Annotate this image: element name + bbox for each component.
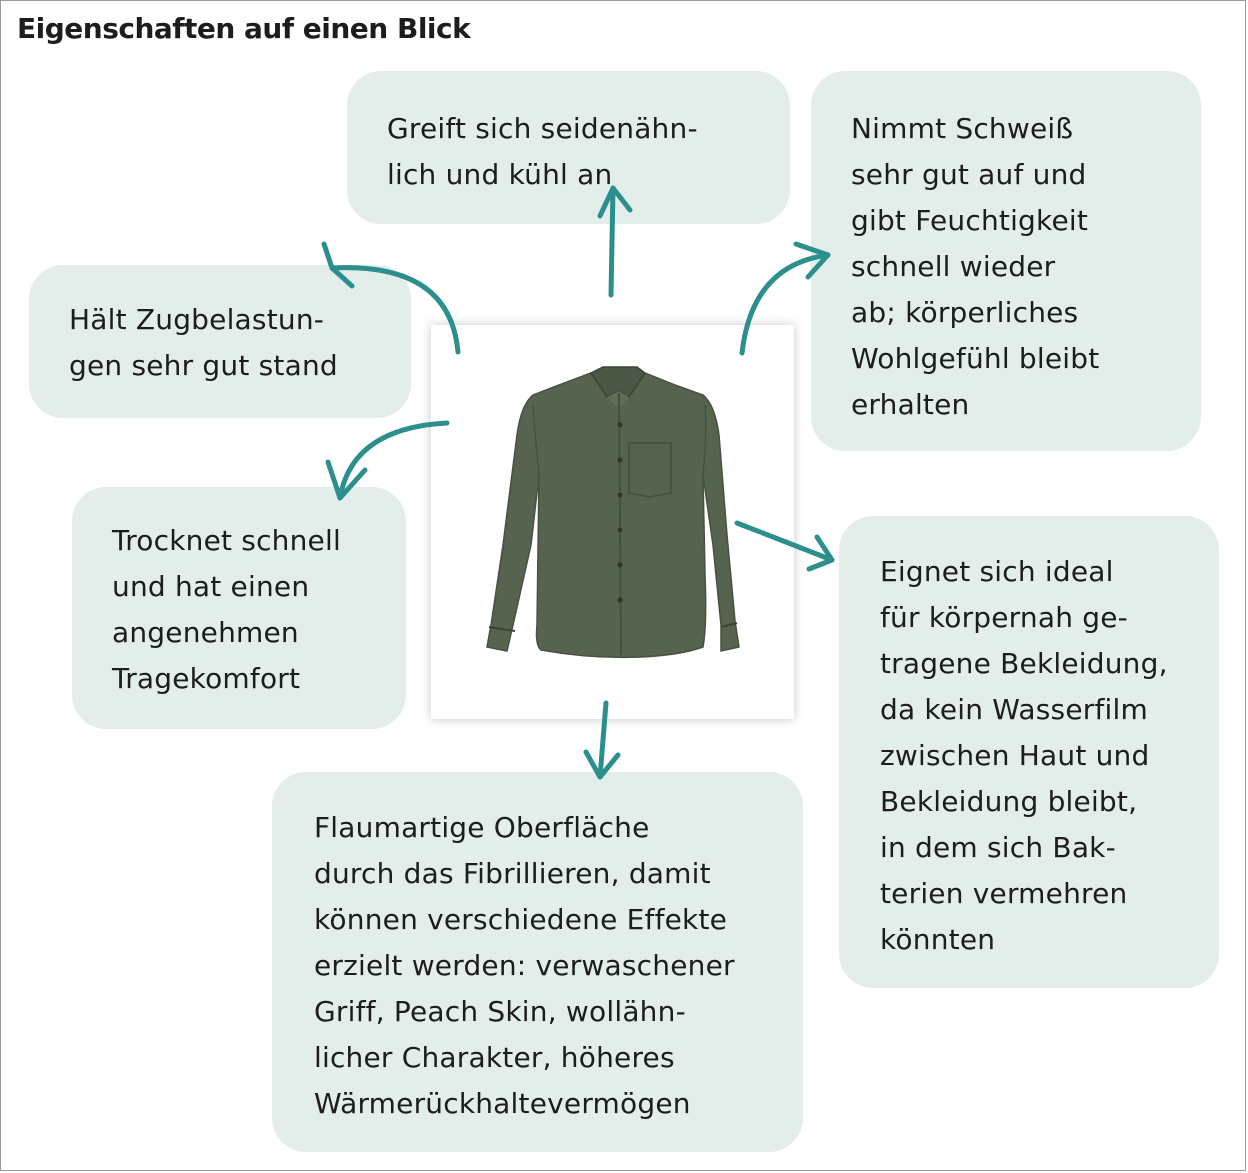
property-card-feel: [347, 71, 790, 224]
property-card-moisture: [811, 71, 1201, 451]
property-text-moisture: Nimmt Schweiß sehr gut auf und gibt Feuchtigkeit schnell wieder ab; körperliches Wohlgefühl bleibt erhalten: [851, 112, 1100, 421]
page-title: Eigenschaften auf einen Blick: [17, 12, 471, 45]
property-text-drying: Trocknet schnell und hat einen angenehmen Tragekomfort: [112, 524, 341, 695]
shirt-image: [431, 325, 794, 719]
property-text-surface: Flaumartige Oberfläche durch das Fibrillieren, damit können verschiedene Effekte erzielt werden: verwaschener Griff, Peach Skin, wollähn- licher Charakter, höheres Wärmerückhaltevermögen: [314, 811, 735, 1120]
property-card-skin: [839, 516, 1219, 988]
property-text-tensile: Hält Zugbelastun- gen sehr gut stand: [69, 303, 338, 382]
property-card-drying: [72, 487, 406, 729]
property-text-skin: Eignet sich ideal für körpernah ge- tragene Bekleidung, da kein Wasserfilm zwischen Haut und Bekleidung bleibt, in dem sich Bak- terien vermehren könnten: [880, 555, 1168, 956]
shirt-icon: [431, 325, 794, 719]
property-card-tensile: [29, 265, 411, 418]
property-card-surface: [272, 772, 803, 1152]
property-text-feel: Greift sich seidenähn- lich und kühl an: [387, 112, 698, 191]
